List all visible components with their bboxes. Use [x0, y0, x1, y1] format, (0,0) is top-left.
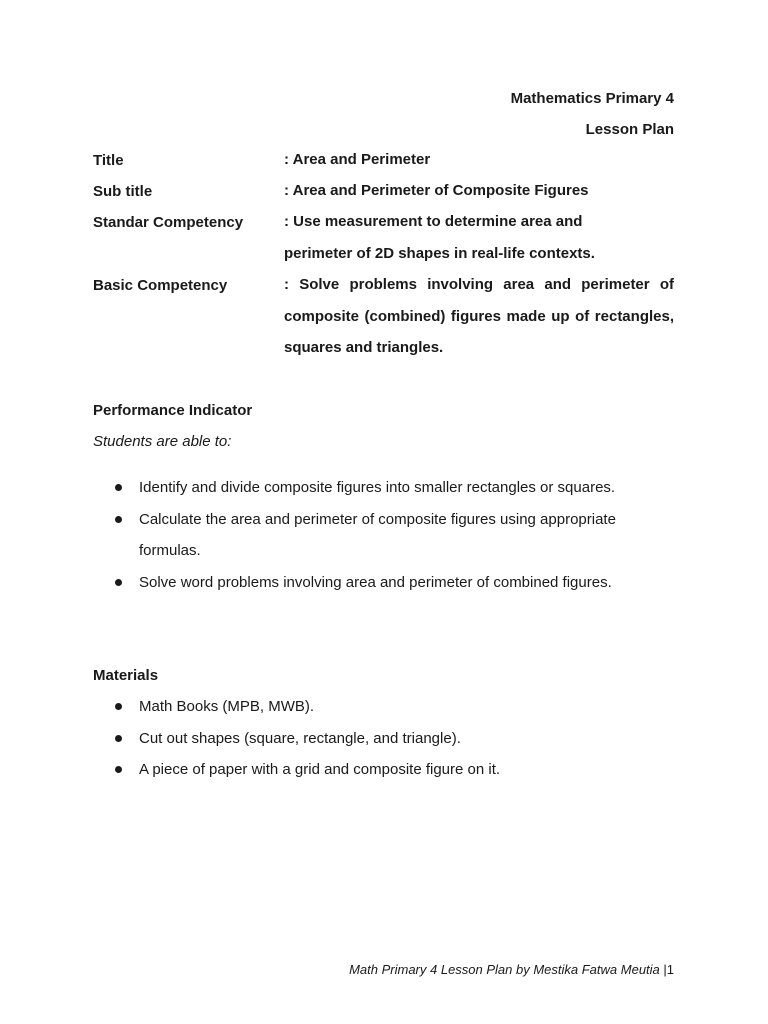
bullet-icon: [115, 735, 122, 742]
field-label-subtitle: Sub title: [93, 183, 153, 200]
materials-list: [0, 691, 768, 786]
list-item: [0, 472, 679, 504]
bullet-icon: [115, 579, 122, 586]
list-item: [0, 504, 639, 567]
list-item-text: Calculate the area and perimeter of composite figures using appropriate formulas.: [139, 510, 616, 559]
field-label-title: Title: [93, 152, 124, 169]
list-item: [0, 567, 639, 599]
field-label-basic-competency: Basic Competency: [93, 277, 228, 294]
bullet-icon: [115, 516, 122, 523]
performance-list: [0, 472, 768, 598]
list-item: [0, 691, 679, 723]
footer-text: Math Primary 4 Lesson Plan by Mestika Fatwa Meutia: [349, 962, 664, 977]
field-value-subtitle: : Area and Perimeter of Composite Figures: [284, 182, 589, 199]
list-item: [0, 723, 679, 755]
field-label-standard-competency: Standar Competency: [93, 214, 244, 231]
list-item-text: Solve word problems involving area and perimeter of combined figures.: [139, 573, 612, 591]
list-item-text: Cut out shapes (square, rectangle, and triangle).: [139, 729, 461, 747]
bullet-icon: [115, 766, 122, 773]
list-item-text: Math Books (MPB, MWB).: [139, 698, 315, 715]
field-value-title: : Area and Perimeter: [284, 151, 431, 168]
field-value-basic-competency: : Solve problems involving area and perimeter of composite (combined) figures made up of rectangles, squares and triangles.: [284, 276, 674, 356]
performance-intro: Students are able to:: [93, 433, 232, 450]
list-item-text: Identify and divide composite figures into smaller rectangles or squares.: [139, 479, 616, 496]
list-item: [0, 754, 679, 786]
bullet-icon: [115, 484, 122, 491]
materials-heading: Materials: [93, 667, 159, 684]
list-item-text: A piece of paper with a grid and composite figure on it.: [139, 761, 501, 778]
subject-heading: Mathematics Primary 4: [510, 90, 674, 107]
page-footer: [349, 962, 674, 977]
doc-type-heading: Lesson Plan: [585, 121, 674, 138]
bullet-icon: [115, 703, 122, 710]
performance-indicator-heading: Performance Indicator: [93, 402, 253, 419]
page-number: |1: [663, 962, 674, 977]
field-value-standard-competency: : Use measurement to determine area and perimeter of 2D shapes in real-life contexts.: [284, 213, 595, 262]
